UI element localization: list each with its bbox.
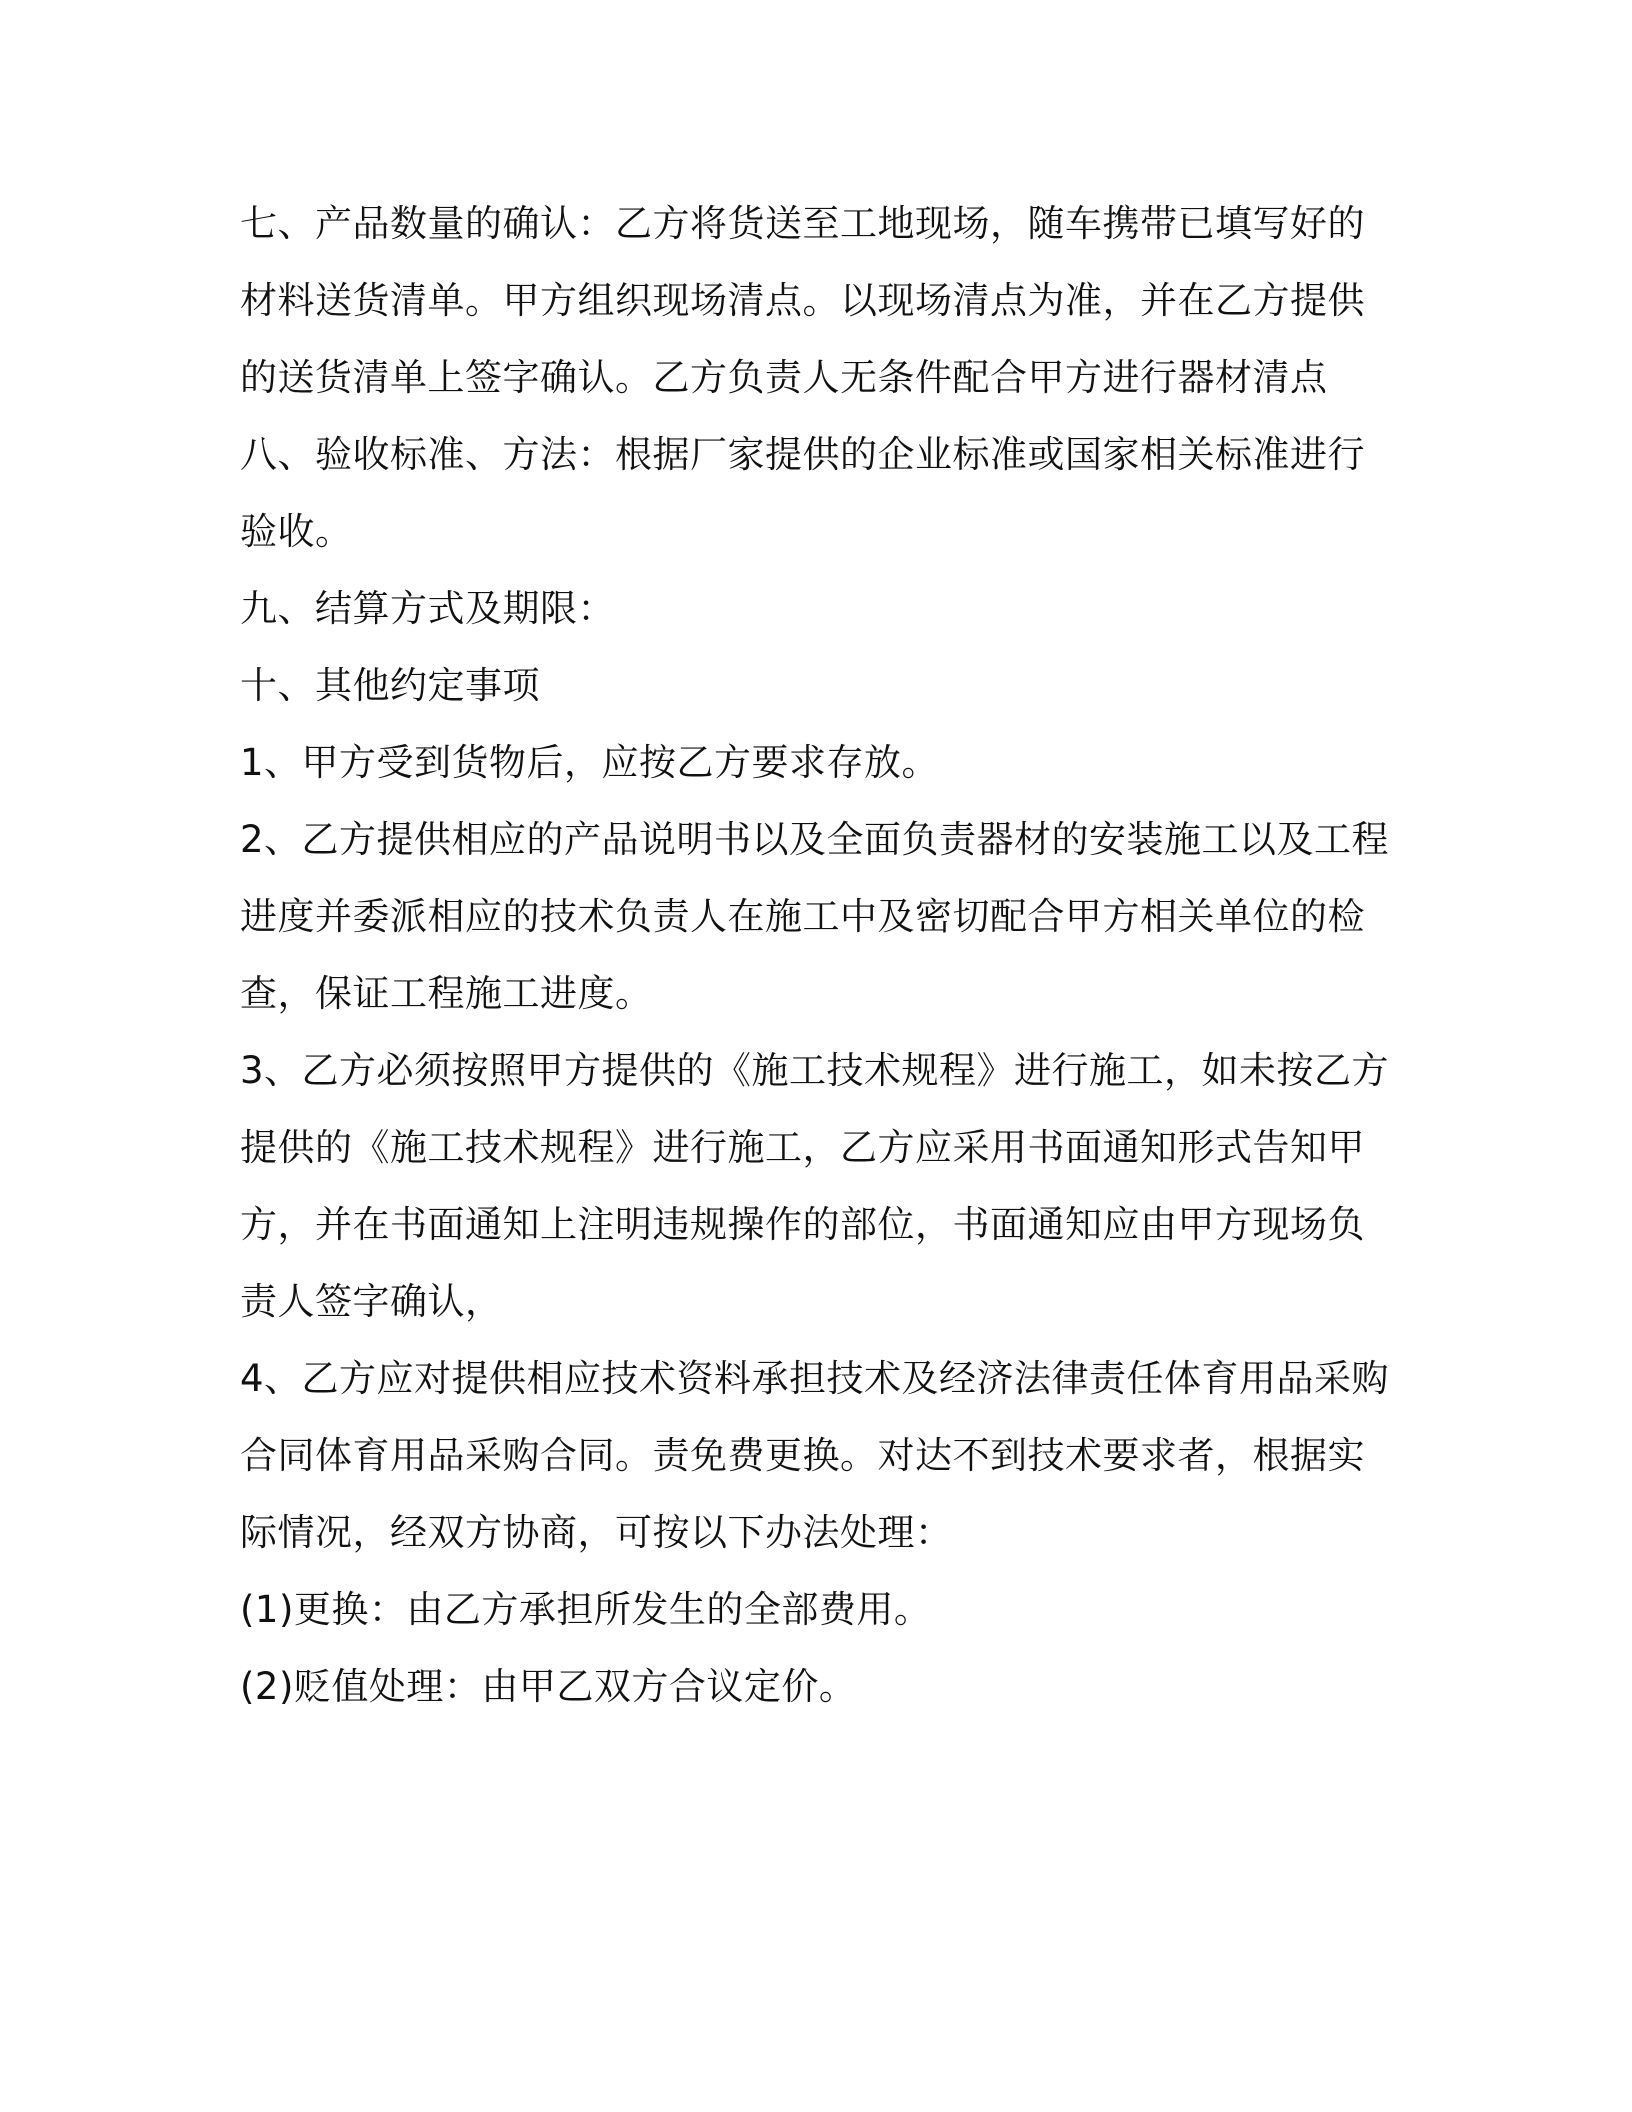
- clause-10-other-terms: 十、其他约定事项: [240, 664, 540, 707]
- term-3-construction-rules: 3、乙方必须按照甲方提供的《施工技术规程》进行施工，如未按乙方提供的《施工技术规程》进行施工，乙方应采用书面通知形式告知甲方，并在书面通知上注明违规操作的部位，书面通知应由甲方现场负责人签字确认，: [240, 1049, 1390, 1323]
- remedy-2-depreciation: (2)贬值处理：由甲乙双方合议定价。: [240, 1665, 857, 1708]
- document-body: [240, 185, 1400, 1725]
- clause-9-settlement: 九、结算方式及期限：: [240, 587, 615, 630]
- term-4-technical-liability: 4、乙方应对提供相应技术资料承担技术及经济法律责任体育用品采购合同体育用品采购合同。责免费更换。对达不到技术要求者，根据实际情况，经双方协商，可按以下办法处理：: [240, 1357, 1390, 1554]
- remedy-1-replacement: (1)更换：由乙方承担所发生的全部费用。: [240, 1588, 932, 1631]
- term-1-storage: 1、甲方受到货物后，应按乙方要求存放。: [240, 741, 940, 784]
- clause-8-acceptance-standard: 八、验收标准、方法：根据厂家提供的企业标准或国家相关标准进行验收。: [240, 433, 1365, 553]
- clause-7-quantity-confirmation: 七、产品数量的确认：乙方将货送至工地现场，随车携带已填写好的材料送货清单。甲方组织现场清点。以现场清点为准，并在乙方提供的送货清单上签字确认。乙方负责人无条件配合甲方进行器材清点: [240, 202, 1365, 399]
- term-2-installation: 2、乙方提供相应的产品说明书以及全面负责器材的安装施工以及工程进度并委派相应的技术负责人在施工中及密切配合甲方相关单位的检查，保证工程施工进度。: [240, 818, 1390, 1015]
